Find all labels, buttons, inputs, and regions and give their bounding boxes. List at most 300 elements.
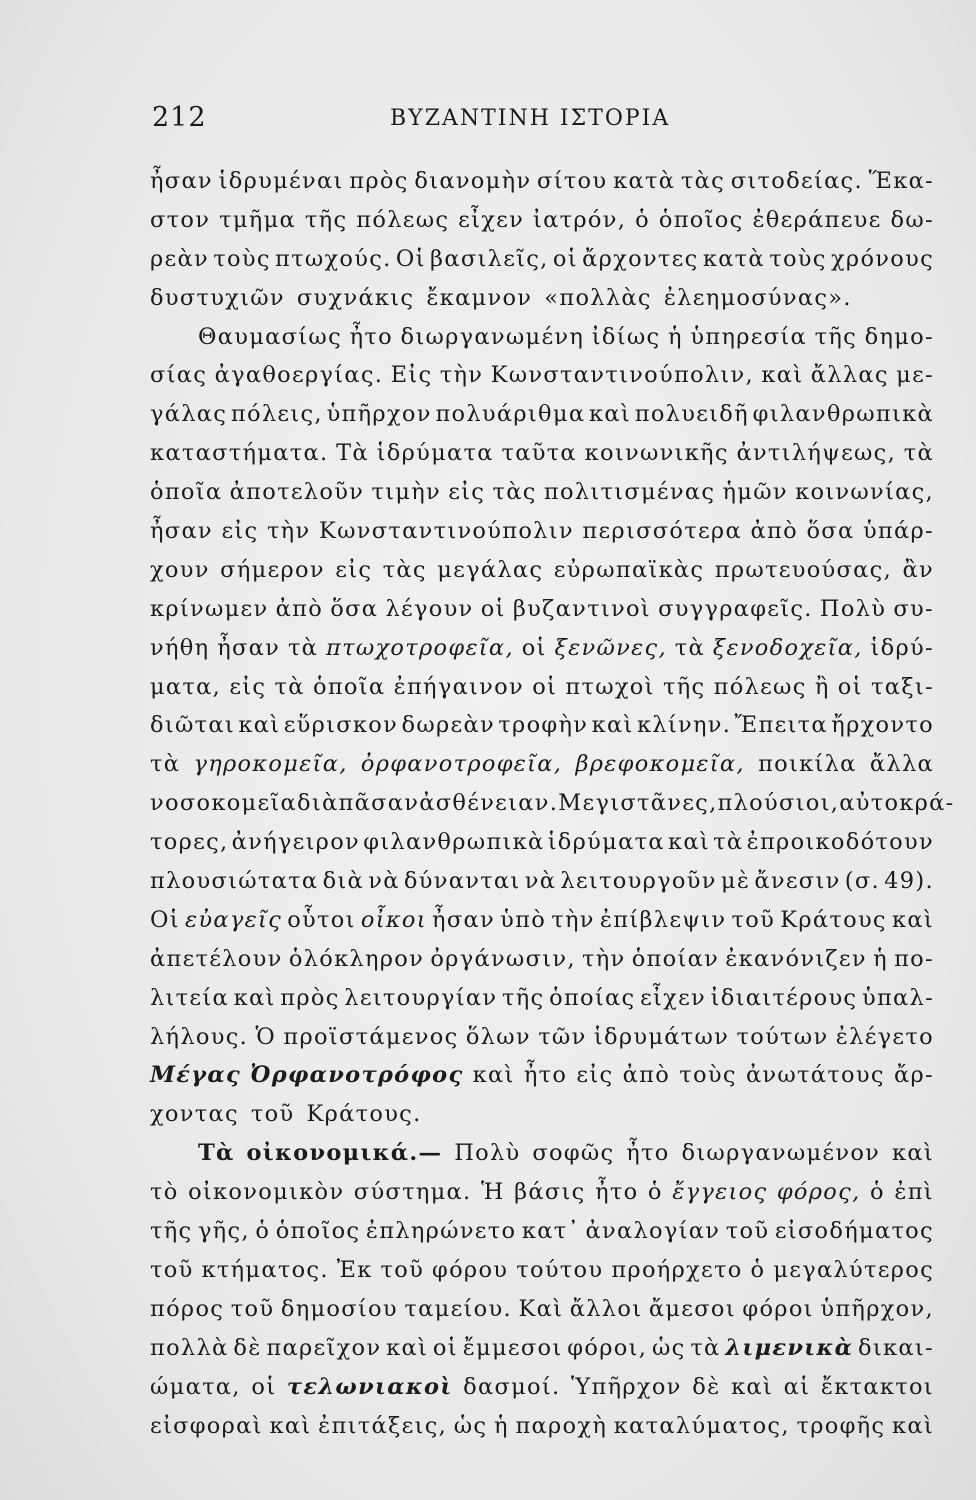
word: λιτεία	[150, 984, 230, 1011]
word: ἀποτελοῦν	[229, 479, 365, 506]
word: ἔκαμνον	[426, 284, 533, 311]
word: Ἡ	[480, 1179, 505, 1206]
word: Οἱ	[395, 245, 426, 272]
word: πτωχούς.	[275, 245, 392, 272]
text-line	[150, 201, 934, 240]
text-line	[150, 512, 934, 551]
word: τοῦ	[725, 1218, 770, 1245]
word: τοὺς	[679, 1062, 737, 1089]
text-line	[150, 279, 934, 318]
word: καὶ	[892, 1412, 934, 1439]
word: πόλεως	[356, 206, 450, 233]
word: οἱ	[532, 673, 558, 700]
word: οἶκοι	[360, 906, 427, 933]
word: τῆς	[150, 1218, 193, 1245]
word: 49).	[884, 868, 934, 895]
text-line	[150, 434, 934, 473]
word: ἦτο	[523, 1062, 568, 1089]
word: φόροι,	[567, 1334, 648, 1361]
word: ὀρφανοτροφεῖα,	[360, 751, 563, 778]
word: φόρος,	[776, 1179, 861, 1206]
word: Κράτους	[780, 906, 887, 933]
word: τὴν	[266, 518, 311, 545]
word: ὁλόκληρον	[288, 945, 425, 972]
word: ἡ	[873, 945, 888, 972]
word: δημο-	[864, 323, 934, 350]
word: εἰς	[576, 1062, 614, 1089]
word: δωρεὰν	[401, 712, 495, 739]
word: κοινωνικῆς	[584, 440, 729, 467]
word: ἱδρύματα	[376, 440, 494, 467]
word: ὁποῖος	[275, 1218, 361, 1245]
word: ἦτο	[349, 323, 393, 350]
word: διὰ	[297, 790, 339, 817]
word: ἔμμεσοι	[462, 1334, 563, 1361]
word: οἱ	[837, 673, 863, 700]
word: τελωνιακοὶ	[286, 1373, 453, 1400]
word: παροχὴ	[515, 1412, 608, 1439]
word: λέγουν	[385, 595, 474, 622]
text-line	[150, 473, 934, 512]
word: Οἱ	[150, 906, 180, 933]
word: οἱ	[552, 245, 578, 272]
text-line	[150, 1056, 934, 1095]
word: ὑπαλ-	[861, 984, 934, 1011]
word: εἰς	[335, 556, 373, 583]
word: ἢ	[814, 673, 830, 700]
word: δύνανται	[403, 868, 521, 895]
word: πόρος	[150, 1295, 225, 1322]
word: ὅσα	[806, 518, 855, 545]
word: ἀντιλήψεως,	[736, 440, 897, 467]
word: πολλὰ	[150, 1334, 229, 1361]
word: νὰ	[524, 868, 557, 895]
word: συ-	[893, 595, 934, 622]
word: ταμείου.	[404, 1295, 512, 1322]
word: ξενῶνες,	[554, 634, 667, 661]
word: πλούσιοι,	[717, 790, 840, 817]
word: ἐπροικοδότουν	[746, 829, 934, 856]
word: Ὑπῆρχον	[571, 1373, 682, 1400]
word: ἐπὶ	[894, 1179, 934, 1206]
word: σίτου	[537, 168, 608, 194]
word: ἐπίβλεψιν	[599, 906, 727, 933]
word: οἱ	[521, 634, 547, 661]
word: ἀπετέλουν	[150, 945, 283, 972]
word: προήρχετο	[611, 1256, 743, 1283]
page-number: 212	[152, 102, 207, 133]
word: εὐρωπαϊκὰς	[553, 556, 705, 583]
text-line	[150, 1212, 934, 1251]
word: Μεγιστᾶνες,	[558, 790, 718, 817]
word: σιτοδείας.	[730, 168, 863, 194]
word: Καὶ	[518, 1295, 564, 1322]
word: ἡ	[493, 1412, 509, 1439]
word: με-	[896, 362, 934, 389]
text-line	[150, 590, 934, 629]
word: Ὀρφανοτρόφος	[250, 1062, 464, 1089]
word: ἰδίως	[591, 323, 661, 350]
word: Κωνσταντινούπολιν,	[490, 362, 754, 389]
word: Ὁ	[255, 1023, 277, 1050]
word: Κράτους.	[306, 1101, 422, 1128]
word: Θαυμασίως	[198, 323, 342, 350]
word: γάλας	[150, 401, 228, 428]
word: λειτουργοῦν	[560, 868, 717, 895]
word: Τὰ	[336, 440, 369, 467]
word: καὶ	[761, 362, 804, 389]
word: ἀπὸ	[275, 595, 324, 622]
word: ἄρ-	[893, 1062, 934, 1089]
word: εἰς	[448, 479, 486, 506]
word: τῆς	[814, 323, 858, 350]
word: καὶ	[591, 712, 634, 739]
word: λιμενικὰ	[725, 1334, 854, 1361]
word: Ἔπειτα	[734, 712, 828, 739]
word: βρεφοκομεῖα,	[575, 751, 745, 778]
word: τοῦ	[380, 1256, 425, 1283]
word: πτωχοτροφεῖα,	[326, 634, 514, 661]
word: δασμοί.	[463, 1373, 561, 1400]
word: καὶ	[386, 1334, 429, 1361]
word: τὰς	[680, 168, 726, 194]
text-line	[150, 629, 934, 668]
word: πόλεις,	[230, 401, 323, 428]
word: νοσοκομεῖα	[150, 790, 298, 817]
word: πᾶσαν	[338, 790, 420, 817]
text-line	[150, 979, 934, 1018]
word: σύστημα.	[353, 1179, 472, 1206]
word: φιλανθρωπικὰ	[752, 401, 934, 428]
word: οἰκονομικὸν	[188, 1179, 345, 1206]
word: οὗτοι	[287, 906, 356, 933]
word: ἐλέγετο	[835, 1023, 934, 1050]
body-text	[150, 162, 955, 1445]
word: καὶ	[233, 984, 276, 1011]
word: Πολὺ	[454, 1140, 521, 1167]
word: ἐλεημοσύνας».	[663, 284, 852, 311]
text-line	[150, 318, 934, 357]
text-line	[150, 356, 934, 395]
word: καὶ	[472, 1062, 515, 1089]
word: προϊστάμενος	[283, 1023, 459, 1050]
word: ἡμῶν	[722, 479, 788, 506]
word: κλίνην.	[636, 712, 732, 739]
word: βασιλεῖς,	[430, 245, 549, 272]
word: καὶ	[238, 712, 281, 739]
text-line	[150, 1290, 934, 1329]
word: ἀπὸ	[750, 518, 798, 545]
word: διωργανωμένον	[681, 1140, 881, 1167]
word: κρίνωμεν	[150, 595, 269, 622]
word: ἐπιτάξεις,	[318, 1412, 448, 1439]
word: τιμὴν	[371, 479, 441, 506]
word: δὲ	[233, 1334, 262, 1361]
word: τοὺς	[213, 245, 271, 272]
text-line	[150, 1251, 934, 1290]
word: ἀπὸ	[622, 1062, 671, 1089]
text-line	[150, 162, 934, 201]
word: ἔγγειος	[672, 1179, 768, 1206]
word: ὑπάρ-	[862, 518, 934, 545]
word: καταλύματος,	[613, 1412, 790, 1439]
word: Μέγας	[150, 1062, 241, 1089]
word: γῆς,	[197, 1218, 250, 1245]
word: ὁποῖα	[150, 479, 223, 506]
word: τροφὴν	[498, 712, 589, 739]
word: καὶ	[269, 1412, 312, 1439]
word: τῆς	[662, 673, 706, 700]
word: ὑπηρεσία	[690, 323, 807, 350]
word: καὶ	[589, 401, 632, 428]
word: ὡς	[453, 1412, 488, 1439]
word: δημοσίου	[280, 1295, 398, 1322]
word: κατ᾿	[521, 1218, 581, 1245]
word: Ἕκα-	[868, 168, 934, 194]
word: ἱδρύ-	[870, 634, 934, 661]
word: τὴν	[581, 945, 626, 972]
text-line	[150, 901, 934, 940]
word: ὡς	[651, 1334, 686, 1361]
word: δυστυχιῶν	[150, 284, 285, 311]
word: εἶχεν	[458, 206, 525, 233]
word: αἱ	[783, 1373, 811, 1400]
word: ὑπῆρχον	[326, 401, 432, 428]
word: τῆς	[304, 206, 348, 233]
word: ἂν	[902, 556, 934, 583]
word: ἀναλογίαν	[585, 1218, 721, 1245]
word: ἀγαθοεργίας.	[214, 362, 384, 389]
word: πολιτισμένας	[543, 479, 716, 506]
word: εὕρισκον	[283, 712, 399, 739]
word: ταῦτα	[501, 440, 577, 467]
word: ἦσαν	[150, 518, 213, 545]
word: τὰς	[382, 556, 427, 583]
word: φιλανθρωπικὰ	[363, 829, 545, 856]
word: ἦτο	[626, 1140, 670, 1167]
word: ἐπήγαινον	[393, 673, 524, 700]
word: τὰ	[274, 673, 305, 700]
word: (σ.	[844, 868, 880, 895]
word: ἐπληρώνετο	[365, 1218, 517, 1245]
word: ἱδρυμέναι	[218, 168, 344, 194]
word: διανομὴν	[414, 168, 532, 194]
word: λειτουργίαν	[344, 984, 498, 1011]
text-line	[150, 1018, 934, 1057]
word: ὁποῖος	[658, 206, 744, 233]
word: μεγάλας	[437, 556, 544, 583]
word: πτωχοὶ	[565, 673, 655, 700]
text-line	[150, 1368, 934, 1407]
word: κατὰ	[702, 245, 765, 272]
word: ὑπὸ	[500, 906, 547, 933]
text-line	[150, 745, 934, 784]
word: εὐαγεῖς	[185, 906, 283, 933]
word: ματα,	[150, 673, 222, 700]
word: ἰατρόν,	[533, 206, 627, 233]
word: πόλεως	[713, 673, 807, 700]
word: Κωνσταντινούπολιν	[318, 518, 574, 545]
text-line	[150, 823, 934, 862]
word: ἦσαν	[150, 168, 213, 194]
word: τοῦ	[250, 1101, 295, 1128]
word: ὁ	[647, 1179, 663, 1206]
word: ἰδιαιτέρους	[710, 984, 858, 1011]
word: ρεὰν	[150, 245, 209, 272]
word: ἐκανόνιζεν	[725, 945, 867, 972]
word: κατὰ	[613, 168, 676, 194]
word: συχνάκις	[296, 284, 415, 311]
word: εἰσφοραὶ	[150, 1412, 263, 1439]
word: μὲ	[720, 868, 751, 895]
word: ὅσα	[330, 595, 379, 622]
word: ἦτο	[595, 1179, 639, 1206]
word: κοινωνίας,	[795, 479, 934, 506]
word: ὀργάνωσιν,	[430, 945, 576, 972]
word: πρωτευούσας,	[714, 556, 893, 583]
word: τούτων	[736, 1023, 829, 1050]
word: ἱδρυμάτων	[593, 1023, 730, 1050]
word: ἄλλοι	[569, 1295, 643, 1322]
text-line	[150, 784, 955, 823]
word: σοφῶς	[532, 1140, 615, 1167]
word: εἶχεν	[640, 984, 707, 1011]
word: πλουσιώτατα	[150, 868, 319, 895]
text-line	[150, 240, 934, 279]
word: δὲ	[692, 1373, 721, 1400]
word: πολυειδῆ	[634, 401, 749, 428]
word: διωργανωμένη	[400, 323, 585, 350]
word: Τὰ	[198, 1140, 235, 1167]
word: «πολλὰς	[544, 284, 652, 311]
word: τοῦ	[230, 1295, 275, 1322]
word: βάσις	[514, 1179, 586, 1206]
word: τὴν	[439, 362, 484, 389]
word: κτήματος.	[201, 1256, 329, 1283]
word: αὐτοκρά-	[839, 790, 955, 817]
text-line	[150, 551, 934, 590]
word: ἄνεσιν	[754, 868, 841, 895]
word: ἄρχοντες	[582, 245, 699, 272]
word: ἐθεράπευε	[752, 206, 882, 233]
text-line	[150, 395, 934, 434]
word: τροφῆς	[796, 1412, 886, 1439]
word: ὁ	[870, 1179, 885, 1206]
word: τὰ	[150, 751, 181, 778]
word: καὶ	[892, 1140, 934, 1167]
word: πρὸς	[280, 984, 340, 1011]
word: δω-	[890, 206, 934, 233]
word: τοῦ	[150, 1256, 194, 1283]
word: ὁποίαν	[631, 945, 720, 972]
word: ἀσθένειαν.	[419, 790, 559, 817]
word: οἰκονομικά.—	[246, 1140, 443, 1167]
word: ἀνήγειρον	[231, 829, 361, 856]
word: σίας	[150, 362, 208, 389]
text-line	[150, 940, 934, 979]
word: καὶ	[891, 906, 934, 933]
word: διὰ	[322, 868, 365, 895]
word: Ἐκ	[336, 1256, 373, 1283]
word: νήθη	[150, 634, 210, 661]
word: σήμερον	[220, 556, 325, 583]
word: νὰ	[368, 868, 400, 895]
word: τὰ	[287, 634, 319, 661]
word: ἀνωτάτους	[745, 1062, 885, 1089]
running-title: ΒΥΖΑΝΤΙΝΗ ΙΣΤΟΡΙΑ	[390, 106, 671, 131]
word: ταξι-	[870, 673, 934, 700]
word: ὁποῖα	[312, 673, 386, 700]
word: διῶται	[150, 712, 235, 739]
word: δικαι-	[858, 1334, 934, 1361]
word: ἱδρύματα	[547, 829, 665, 856]
word: βυζαντινοὶ	[512, 595, 651, 622]
page-header	[150, 100, 930, 140]
word: Εἰς	[390, 362, 433, 389]
word: τὰ	[713, 829, 744, 856]
word: φόροι	[742, 1295, 814, 1322]
word: καὶ	[668, 829, 710, 856]
word: ἤρχοντο	[831, 712, 934, 739]
word: τὰς	[492, 479, 537, 506]
word: φόρου	[432, 1256, 509, 1283]
word: λήλους.	[150, 1023, 249, 1050]
word: ὅλων	[465, 1023, 531, 1050]
word: χοντας	[150, 1101, 239, 1128]
word: ώματα,	[150, 1373, 241, 1400]
text-line	[150, 668, 934, 707]
word: τῶν	[538, 1023, 587, 1050]
word: πο-	[894, 945, 934, 972]
word: συγγραφεῖς.	[658, 595, 813, 622]
word: ἔκτακτοι	[820, 1373, 934, 1400]
word: ἡ	[668, 323, 683, 350]
word: καὶ	[731, 1373, 774, 1400]
text-line	[150, 706, 934, 745]
word: τὸ	[150, 1179, 179, 1206]
word: τὰ	[690, 1334, 721, 1361]
word: ὁ	[255, 1218, 271, 1245]
word: τορες,	[150, 829, 229, 856]
word: περισσότερα	[582, 518, 742, 545]
word: οἱ	[251, 1373, 277, 1400]
word: ἄλλα	[869, 751, 934, 778]
word: τοῦ	[731, 906, 776, 933]
word: ποικίλα	[758, 751, 857, 778]
word: τὰ	[903, 440, 934, 467]
word: τούτου	[516, 1256, 604, 1283]
word: εἰς	[229, 673, 267, 700]
word: γηροκομεῖα,	[193, 751, 348, 778]
text-line	[150, 1134, 934, 1173]
word: τὴν	[551, 906, 595, 933]
word: καταστήματα.	[150, 440, 329, 467]
word: πολυάριθμα	[435, 401, 586, 428]
word: ὁ	[635, 206, 650, 233]
word: τῆς	[502, 984, 545, 1011]
text-line	[150, 862, 934, 901]
text-line	[150, 1173, 934, 1212]
word: ἦσαν	[432, 906, 495, 933]
word: ἄμεσοι	[648, 1295, 736, 1322]
word: ἦσαν	[217, 634, 281, 661]
word: παρεῖχον	[266, 1334, 382, 1361]
text-line	[150, 1095, 934, 1134]
word: στον	[150, 206, 211, 233]
word: μεγαλύτερος	[773, 1256, 934, 1283]
word: χουν	[150, 556, 210, 583]
word: Πολὺ	[819, 595, 887, 622]
